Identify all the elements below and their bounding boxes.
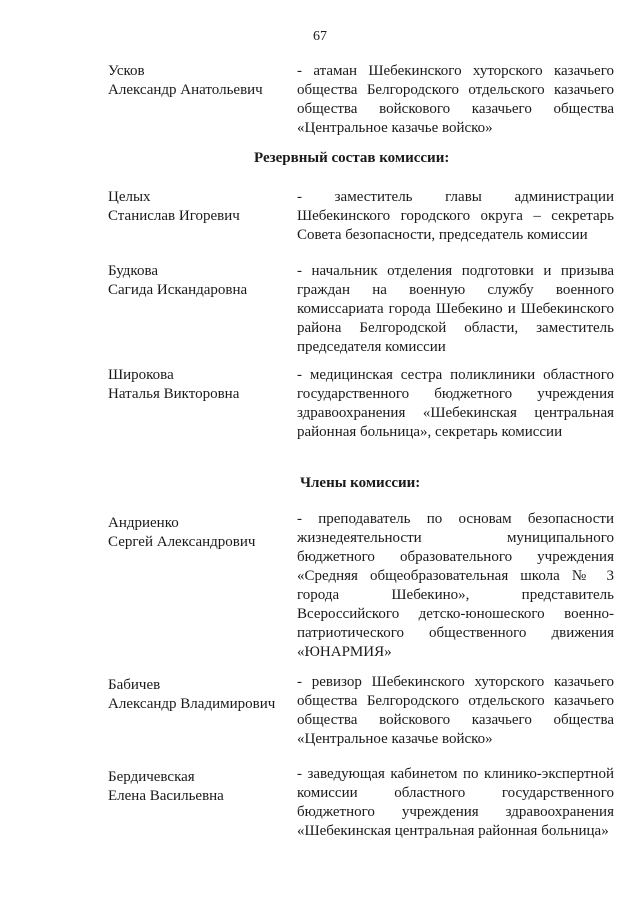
person-name bbox=[108, 676, 298, 714]
page-number: 67 bbox=[313, 29, 327, 44]
surname: Бабичев bbox=[108, 677, 161, 693]
given-name: Александр Владимирович bbox=[108, 696, 276, 712]
surname: Усков bbox=[108, 63, 145, 79]
given-name: Александр Анатольевич bbox=[108, 82, 263, 98]
role-description: - атаман Шебекинского хуторского казачьего общества Белгородского отдельского казачьего общества войскового казачьего общества «Центральное казачье войско» bbox=[297, 63, 614, 136]
role-description: - ревизор Шебекинского хуторского казачьего общества Белгородского отдельского казачьего общества войскового казачьего общества «Центральное казачье войско» bbox=[297, 674, 614, 747]
section-heading-reserve: Резервный состав комиссии: bbox=[254, 150, 450, 166]
surname: Будкова bbox=[108, 263, 158, 279]
person-name bbox=[108, 62, 298, 100]
surname: Целых bbox=[108, 189, 151, 205]
role-description: - заместитель главы администрации Шебекинского городского округа – секретарь Совета безопасности, председатель комиссии bbox=[297, 189, 614, 243]
person-name bbox=[108, 262, 298, 300]
role-description: - заведующая кабинетом по клинико-экспертной комиссии областного государственного бюджетного учреждения здравоохранения «Шебекинская центральная районная больница» bbox=[297, 766, 614, 839]
surname: Андриенко bbox=[108, 515, 179, 531]
surname: Широкова bbox=[108, 367, 174, 383]
role-description: - преподаватель по основам безопасности жизнедеятельности муниципального бюджетного образовательного учреждения «Средняя общеобразовательная школа № 3 города Шебекино», представитель Всероссийского детско-юношеского военно-патриотического общественного движения «ЮНАРМИЯ» bbox=[297, 511, 614, 660]
surname: Бердичевская bbox=[108, 769, 195, 785]
given-name: Наталья Викторовна bbox=[108, 386, 240, 402]
person-name bbox=[108, 366, 298, 404]
person-name bbox=[108, 514, 298, 552]
person-name bbox=[108, 188, 298, 226]
person-name bbox=[108, 768, 298, 806]
section-heading-members: Члены комиссии: bbox=[300, 475, 421, 491]
given-name: Елена Васильевна bbox=[108, 788, 224, 804]
role-description: - начальник отделения подготовки и призыва граждан на военную службу военного комиссариата города Шебекино и Шебекинского района Белгородской области, заместитель председателя комиссии bbox=[297, 263, 614, 355]
given-name: Сагида Искандаровна bbox=[108, 282, 248, 298]
given-name: Сергей Александрович bbox=[108, 534, 256, 550]
role-description: - медицинская сестра поликлиники областного государственного бюджетного учреждения здравоохранения «Шебекинская центральная районная больница», секретарь комиссии bbox=[297, 367, 614, 440]
given-name: Станислав Игоревич bbox=[108, 208, 240, 224]
